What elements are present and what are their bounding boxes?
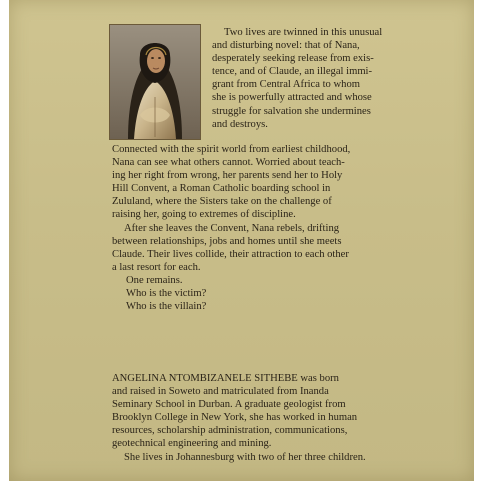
blurb-line: Two lives are twinned in this unusual: [224, 27, 383, 38]
blurb-line: After she leaves the Convent, Nana rebels, drifting: [124, 222, 340, 234]
blurb-tagline: Who is the villain?: [126, 301, 207, 313]
blurb-line: ing her right from wrong, her parents send her to Holy: [112, 170, 343, 182]
blurb-line: she is powerfully attracted and whose: [212, 92, 372, 104]
author-bio: [112, 372, 447, 464]
author-bio-line: She lives in Johannesburg with two of her three children.: [124, 451, 366, 463]
blurb-line: grant from Central Africa to whom: [212, 79, 360, 91]
blurb-line: desperately seeking release from exis-: [212, 53, 374, 65]
blurb-line: Claude. Their lives collide, their attraction to each other: [112, 248, 349, 260]
author-bio-line: resources, scholarship administration, communications,: [112, 425, 348, 437]
cover-portrait-image: [109, 24, 201, 140]
blurb-tagline: One remains.: [126, 274, 183, 286]
blurb-line: struggle for salvation she undermines: [212, 105, 371, 117]
blurb-line: and disturbing novel: that of Nana,: [212, 40, 360, 52]
blurb-line: raising her, going to extremes of discipline.: [112, 209, 296, 221]
veiled-figure-painting: [110, 25, 200, 139]
back-cover: [9, 0, 474, 481]
blurb-body-paragraphs: [112, 143, 447, 313]
blurb-line: Nana can see what others cannot. Worried about teach-: [112, 157, 345, 169]
author-bio-line: Seminary School in Durban. A graduate geologist from: [112, 399, 346, 411]
blurb-intro-paragraph: [212, 26, 442, 131]
author-bio-line: geotechnical engineering and mining.: [112, 438, 272, 450]
blurb-line: between relationships, jobs and homes until she meets: [112, 235, 342, 247]
blurb-line: and destroys.: [212, 118, 268, 130]
blurb-line: Hill Convent, a Roman Catholic boarding school in: [112, 183, 331, 195]
author-bio-line: and raised in Soweto and matriculated from Inanda: [112, 386, 329, 398]
author-bio-line: ANGELINA NTOMBIZANELE SITHEBE was born: [112, 373, 339, 384]
blurb-tagline: Who is the victim?: [126, 288, 207, 300]
blurb-line: Connected with the spirit world from earliest childhood,: [112, 144, 351, 155]
author-bio-line: Brooklyn College in New York, she has worked in human: [112, 412, 358, 424]
blurb-line: a last resort for each.: [112, 261, 201, 273]
blurb-line: Zululand, where the Sisters take on the challenge of: [112, 196, 332, 208]
blurb-line: tence, and of Claude, an illegal immi-: [212, 66, 373, 78]
